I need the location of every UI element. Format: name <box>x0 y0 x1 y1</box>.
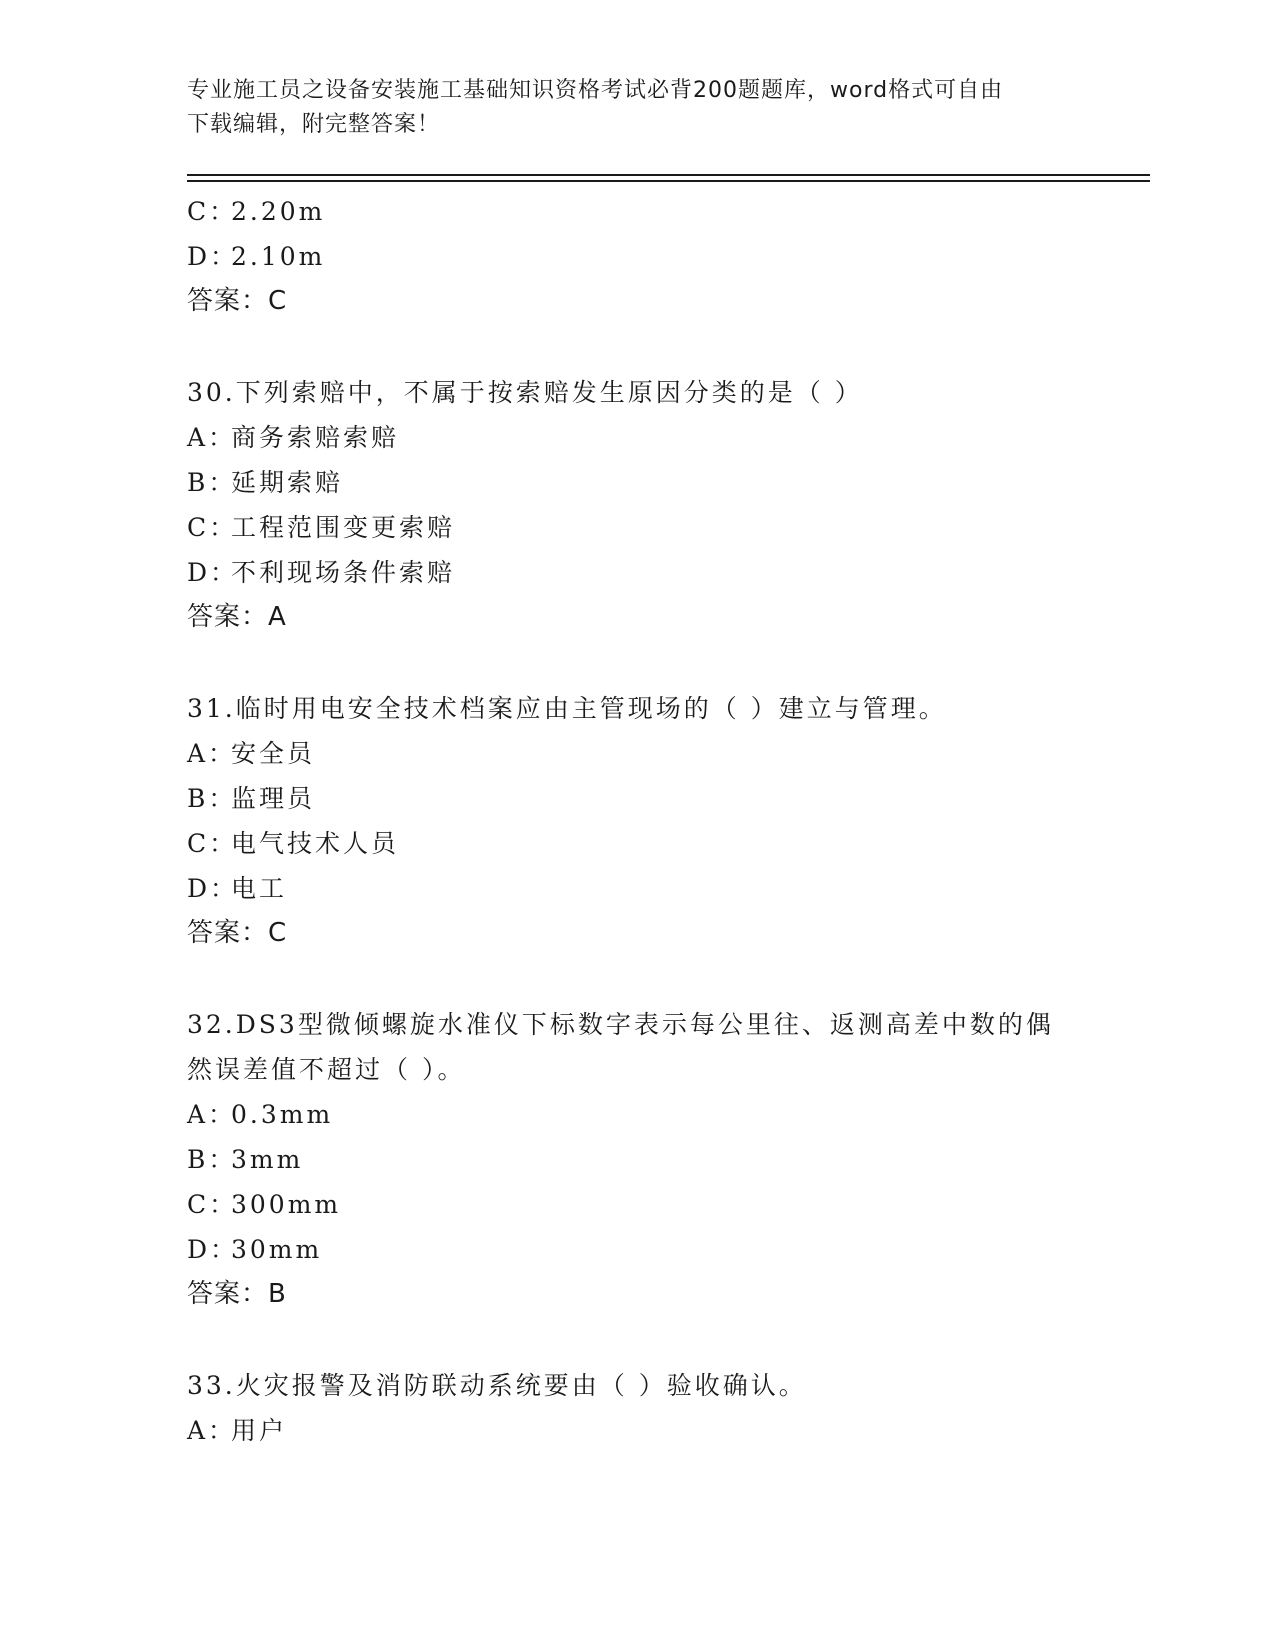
option-d: D：30mm <box>187 1235 323 1264</box>
option-c: C：电气技术人员 <box>187 829 400 858</box>
answer-line: 答案：B <box>187 1279 287 1309</box>
option-d: D：不利现场条件索赔 <box>187 558 456 587</box>
option-b: B：延期索赔 <box>187 468 344 497</box>
option-d: D：2.10m <box>187 242 326 271</box>
question-33: 33.火灾报警及消防联动系统要由（ ）验收确认。 <box>187 1371 807 1400</box>
option-b: B：3mm <box>187 1145 304 1174</box>
option-d: D：电工 <box>187 874 288 903</box>
option-c: C：2.20m <box>187 197 326 226</box>
header-divider-top <box>187 174 1150 176</box>
answer-line: 答案：C <box>187 286 288 316</box>
option-c: C：工程范围变更索赔 <box>187 513 456 542</box>
header-divider-bottom <box>187 180 1150 182</box>
question-30: 30.下列索赔中，不属于按索赔发生原因分类的是（ ） <box>187 378 863 407</box>
option-a: A：0.3mm <box>187 1100 334 1129</box>
option-c: C：300mm <box>187 1190 342 1219</box>
option-a: A：安全员 <box>187 739 316 768</box>
option-a: A：用户 <box>187 1416 288 1445</box>
option-b: B：监理员 <box>187 784 316 813</box>
question-32: 32.DS3型微倾螺旋水准仪下标数字表示每公里往、返测高差中数的偶然误差值不超过（ ）。 <box>187 1010 1054 1084</box>
question-31: 31.临时用电安全技术档案应由主管现场的（ ）建立与管理。 <box>187 694 947 723</box>
question-content <box>187 189 1087 1453</box>
option-a: A：商务索赔索赔 <box>187 423 400 452</box>
answer-line: 答案：C <box>187 918 288 948</box>
document-header: 专业施工员之设备安装施工基础知识资格考试必背200题题库，word格式可自由 下载编辑，附完整答案！ <box>187 78 1004 137</box>
answer-line: 答案：A <box>187 602 287 632</box>
